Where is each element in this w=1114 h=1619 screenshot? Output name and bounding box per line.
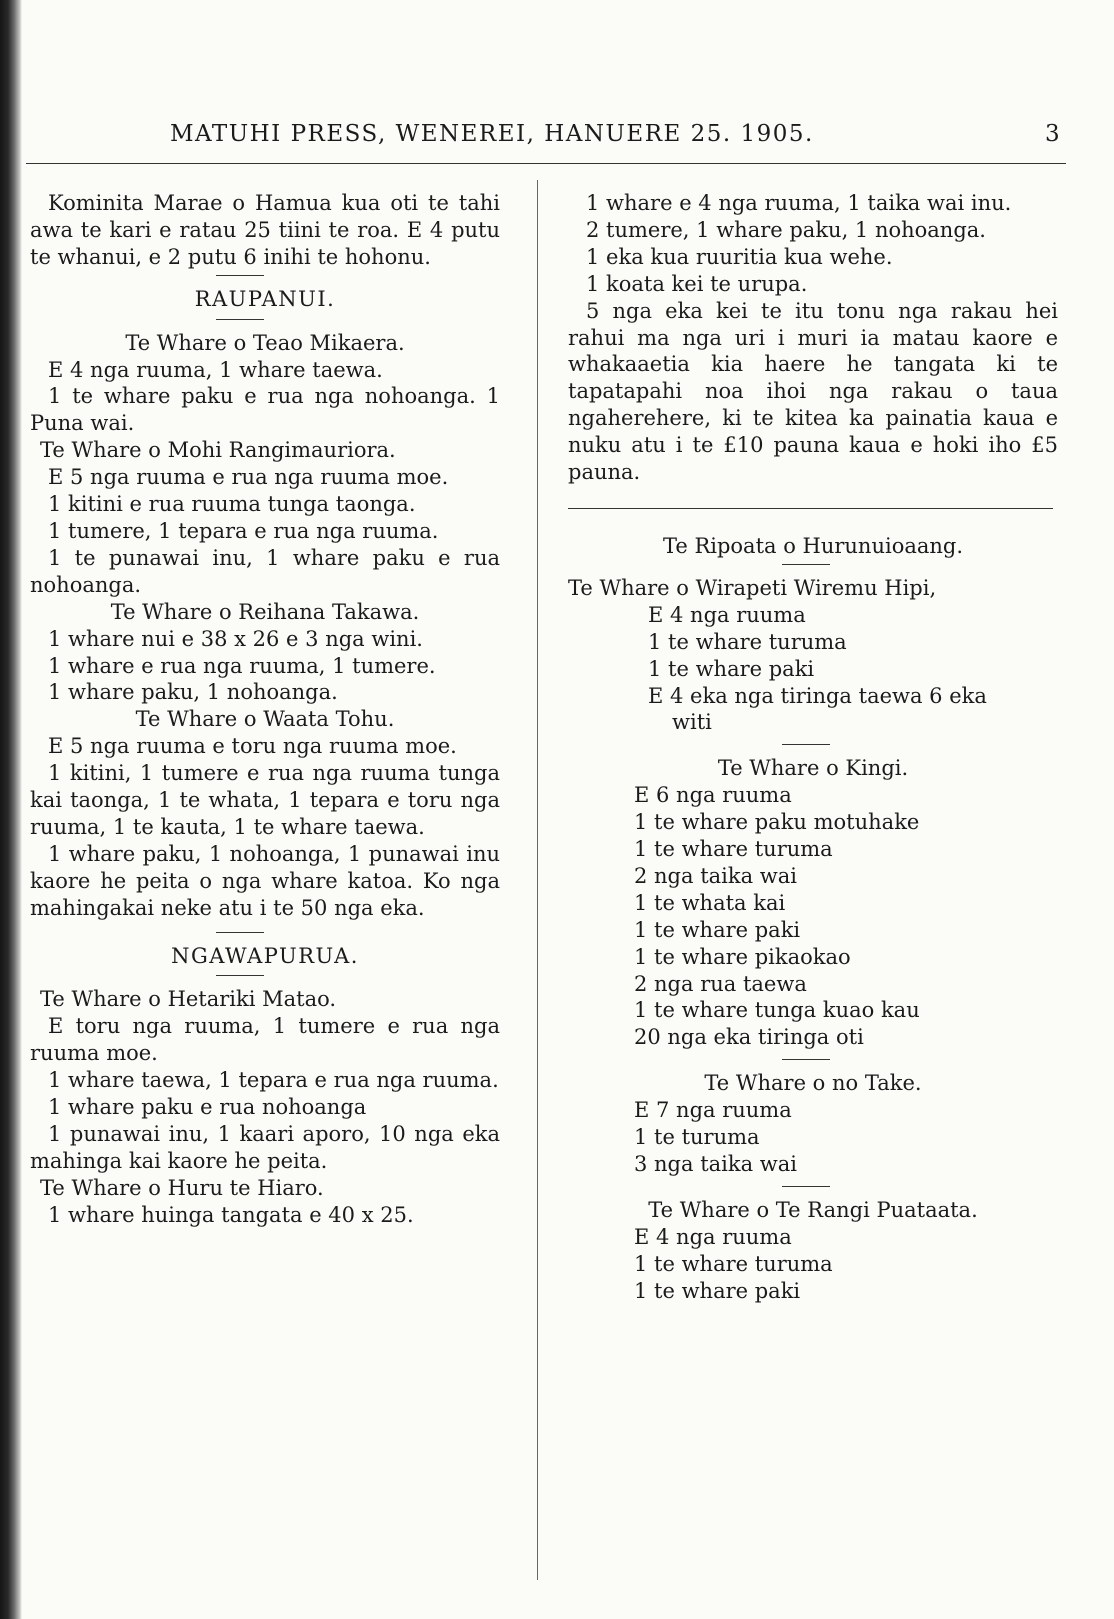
entry-line: 1 koata kei te urupa.	[586, 271, 808, 296]
right-column	[568, 190, 1058, 1305]
entry-line: 1 whare e 4 nga ruuma, 1 taika wai inu.	[586, 191, 1012, 215]
entry-line: 1 kitini, 1 tumere e rua nga ruuma tunga kai taonga, 1 te whata, 1 tepara e toru nga ruuma, 1 te kauta, 1 te whare taewa.	[30, 761, 500, 839]
entry-line: 1 whare huinga tangata e 40 x 25.	[48, 1202, 414, 1227]
header-rule	[26, 163, 1066, 164]
entry-line: 1 whare paku, 1 nohoanga, 1 punawai inu kaore he peita o nga whare katoa. Ko nga mahingakai neke atu i te 50 nga eka.	[30, 841, 500, 920]
entry-line: 1 te whare paki	[634, 917, 801, 942]
section-separator	[782, 1059, 830, 1060]
entry-line: 1 te whare turuma	[634, 1251, 833, 1276]
entry-line: 1 te whare paku motuhake	[634, 810, 920, 835]
entry-line: E 4 nga ruuma, 1 whare taewa.	[48, 357, 383, 382]
entry-line: 1 te turuma	[634, 1125, 760, 1150]
entry-title: Te Whare o Waata Tohu.	[135, 707, 395, 732]
section-separator	[216, 975, 264, 976]
entry-title: Te Whare o Te Rangi Puataata.	[648, 1197, 978, 1222]
entry-line: 1 whare nui e 38 x 26 e 3 nga wini.	[48, 626, 423, 651]
entry-line: 1 te punawai inu, 1 whare paku e rua nohoanga.	[30, 545, 500, 597]
entry-line: 1 kitini e rua ruuma tunga taonga.	[48, 492, 416, 517]
entry-line: 20 nga eka tiringa oti	[634, 1025, 864, 1050]
entry-title: Te Whare o Hetariki Matao.	[40, 987, 337, 1012]
section-heading-ngawapurua: NGAWAPURUA.	[171, 943, 359, 968]
entry-title: Te Whare o no Take.	[704, 1071, 922, 1096]
entry-line: 1 te whare paki	[634, 1278, 801, 1303]
intro-paragraph: Kominita Marae o Hamua kua oti te tahi awa te kari e ratau 25 tiini te roa. E 4 putu te whanui, e 2 putu 6 inihi te hohonu.	[30, 191, 500, 269]
entry-line: E 4 nga ruuma	[648, 602, 806, 627]
section-separator	[782, 564, 830, 565]
entry-line: E 7 nga ruuma	[634, 1098, 792, 1123]
section-separator	[782, 1186, 830, 1187]
section-heading-raupanui: RAUPANUI.	[194, 286, 336, 311]
entry-title: Te Whare o Huru te Hiaro.	[40, 1175, 324, 1200]
entry-title: Te Whare o Reihana Takawa.	[110, 599, 420, 624]
page-number: 3	[1045, 121, 1060, 147]
entry-title: Te Whare o Mohi Rangimauriora.	[40, 438, 396, 463]
entry-line: 1 whare paku e rua nohoanga	[48, 1095, 367, 1120]
entry-line: 2 nga rua taewa	[634, 971, 807, 996]
page-header: MATUHI PRESS, WENEREI, HANUERE 25. 1905.	[170, 121, 814, 147]
entry-line: 5 nga eka kei te itu tonu nga rakau hei rahui ma nga uri i muri ia matau kaore e whakaaetia kia haere he tangata ki te tapatapahi noa ihoi nga rakau o taua ngaherehere, ki te kitea ka painatia kaua e nuku atu i te £10 pauna kaua e hoki iho £5 pauna.	[568, 298, 1058, 485]
entry-line: 1 eka kua ruuritia kua wehe.	[586, 244, 893, 269]
entry-line: 1 te whare turuma	[634, 837, 833, 862]
section-rule	[568, 508, 1053, 509]
entry-title: Te Whare o Kingi.	[717, 756, 909, 781]
section-separator	[216, 319, 264, 320]
entry-title: Te Whare o Teao Mikaera.	[125, 330, 405, 355]
entry-line: 1 te whare pikaokao	[634, 944, 851, 969]
entry-line: 3 nga taika wai	[634, 1152, 798, 1176]
report-title: Te Ripoata o Hurunuioaang.	[662, 533, 964, 558]
entry-line: E 6 nga ruuma	[634, 783, 792, 808]
entry-line: E toru nga ruuma, 1 tumere e rua nga ruuma moe.	[30, 1014, 500, 1066]
entry-line: E 4 nga ruuma	[634, 1224, 792, 1249]
section-separator	[216, 275, 264, 276]
entry-line: witi	[672, 710, 712, 735]
entry-line: E 5 nga ruuma e rua nga ruuma moe.	[48, 465, 449, 490]
entry-line: 2 tumere, 1 whare paku, 1 nohoanga.	[586, 217, 986, 242]
entry-line: E 4 eka nga tiringa taewa 6 eka	[648, 683, 987, 708]
entry-line: 1 te whare tunga kuao kau	[634, 998, 920, 1023]
section-separator	[782, 744, 830, 745]
entry-line: 2 nga taika wai	[634, 863, 798, 888]
binding-edge	[0, 0, 22, 1619]
section-separator	[216, 932, 264, 933]
entry-line: 1 whare paku, 1 nohoanga.	[48, 680, 338, 705]
entry-line: 1 te whare paku e rua nga nohoanga. 1 Puna wai.	[30, 384, 500, 436]
entry-line: 1 te whata kai	[634, 890, 786, 915]
entry-line: E 5 nga ruuma e toru nga ruuma moe.	[48, 734, 457, 759]
left-column	[30, 190, 500, 1229]
entry-line: 1 te whare turuma	[648, 629, 847, 654]
entry-line: 1 te whare paki	[648, 656, 815, 681]
entry-line: 1 tumere, 1 tepara e rua nga ruuma.	[48, 518, 439, 543]
entry-line: 1 whare e rua nga ruuma, 1 tumere.	[48, 653, 436, 678]
entry-title: Te Whare o Wirapeti Wiremu Hipi,	[568, 575, 937, 600]
entry-line: 1 whare taewa, 1 tepara e rua nga ruuma.	[48, 1068, 499, 1093]
column-divider	[537, 180, 538, 1580]
entry-line: 1 punawai inu, 1 kaari aporo, 10 nga eka mahinga kai kaore he peita.	[30, 1122, 500, 1173]
